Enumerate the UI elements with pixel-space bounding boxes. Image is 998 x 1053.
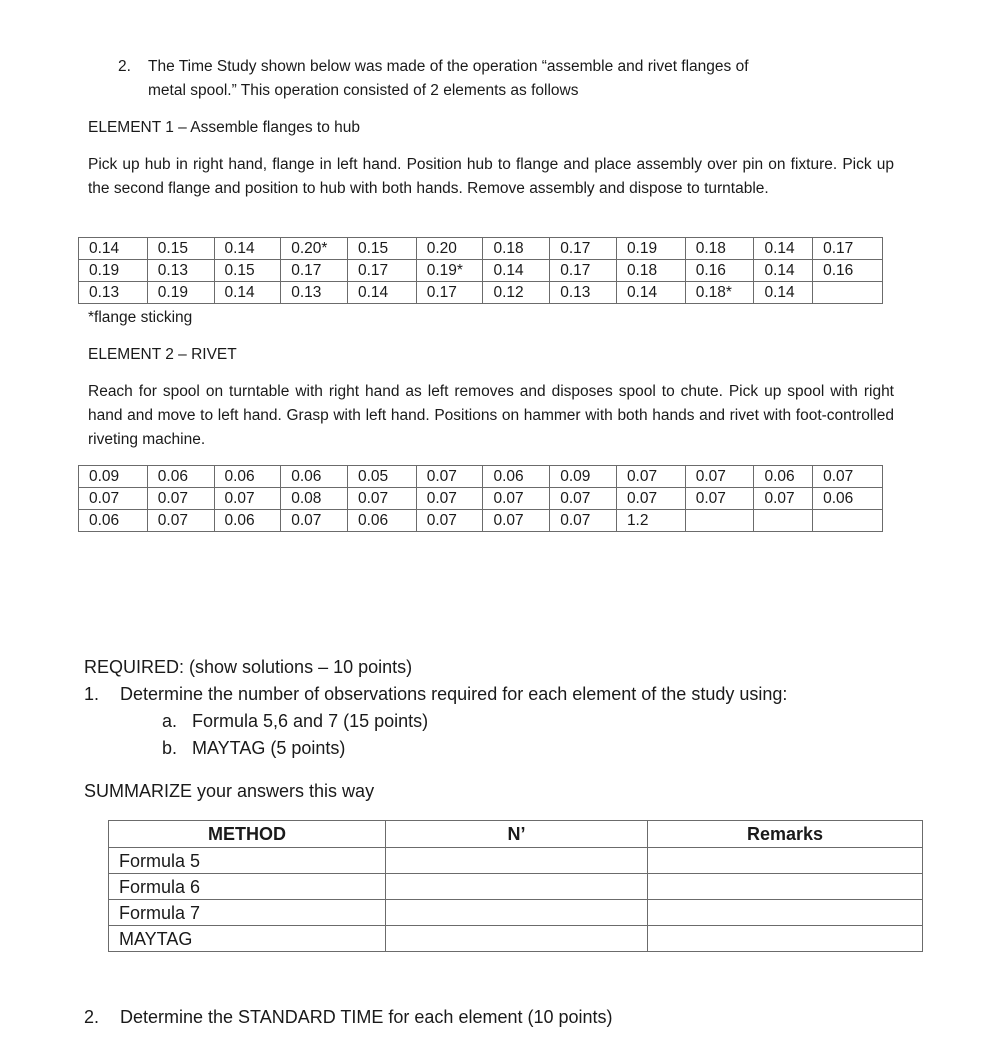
observation-row	[79, 510, 883, 532]
observation-cell: 1.2	[616, 510, 685, 532]
item-number: 2.	[84, 1007, 100, 1027]
observation-cell	[813, 510, 883, 532]
observation-cell: 0.07	[754, 488, 813, 510]
observation-cell: 0.18*	[685, 282, 754, 304]
question-text: The Time Study shown below was made of the operation “assemble and rivet flanges of	[148, 58, 749, 75]
element-1-observation-table	[78, 237, 883, 304]
element-1-description: Pick up hub in right hand, flange in left hand. Position hub to flange and place assembly over pin on fixture. Pick up the second flange and position to hub with both hands. Remove assembly and dispose to turntable.	[88, 156, 894, 197]
observation-cell: 0.19	[79, 260, 148, 282]
observation-cell: 0.17	[416, 282, 483, 304]
item-text: Determine the number of observations required for each element of the study using:	[120, 684, 788, 704]
observation-cell: 0.06	[754, 466, 813, 488]
observation-cell: 0.07	[685, 466, 754, 488]
observation-cell: 0.06	[214, 466, 281, 488]
question-number: 2.	[118, 58, 131, 75]
observation-cell: 0.07	[416, 466, 483, 488]
required-heading: REQUIRED: (show solutions – 10 points)	[84, 657, 413, 677]
observation-cell: 0.12	[483, 282, 550, 304]
n-prime-cell	[386, 900, 648, 926]
observation-cell: 0.14	[214, 238, 281, 260]
observation-cell: 0.14	[754, 260, 813, 282]
sub-letter: b.	[162, 738, 178, 758]
observation-row	[79, 238, 883, 260]
observation-cell	[754, 510, 813, 532]
observation-cell: 0.18	[685, 238, 754, 260]
observation-cell: 0.07	[147, 510, 214, 532]
observation-cell: 0.06	[347, 510, 416, 532]
observation-cell: 0.07	[616, 466, 685, 488]
observation-row	[79, 466, 883, 488]
observation-row	[79, 260, 883, 282]
observation-cell: 0.17	[550, 238, 617, 260]
header-method: METHOD	[109, 821, 386, 848]
observation-cell: 0.15	[147, 238, 214, 260]
observation-cell: 0.07	[813, 466, 883, 488]
observation-cell: 0.14	[754, 282, 813, 304]
required-item-1b	[162, 735, 345, 762]
required-item-2	[84, 1004, 613, 1031]
observation-cell: 0.07	[616, 488, 685, 510]
observation-row	[79, 282, 883, 304]
observation-cell: 0.07	[685, 488, 754, 510]
summary-row	[109, 926, 923, 952]
header-remarks: Remarks	[648, 821, 923, 848]
item-text: Determine the STANDARD TIME for each element (10 points)	[120, 1007, 613, 1027]
n-prime-cell	[386, 874, 648, 900]
observation-cell: 0.16	[813, 260, 883, 282]
observation-cell: 0.05	[347, 466, 416, 488]
observation-cell: 0.07	[347, 488, 416, 510]
summary-row	[109, 900, 923, 926]
observation-cell	[813, 282, 883, 304]
observation-cell: 0.07	[79, 488, 148, 510]
observation-cell: 0.14	[616, 282, 685, 304]
n-prime-cell	[386, 926, 648, 952]
observation-cell: 0.07	[147, 488, 214, 510]
observation-cell: 0.13	[147, 260, 214, 282]
observation-cell: 0.14	[79, 238, 148, 260]
observation-cell: 0.17	[550, 260, 617, 282]
sub-letter: a.	[162, 711, 178, 731]
method-cell: Formula 6	[109, 874, 386, 900]
observation-cell: 0.14	[347, 282, 416, 304]
observation-cell: 0.18	[616, 260, 685, 282]
required-item-1	[84, 681, 787, 708]
observation-cell: 0.15	[214, 260, 281, 282]
observation-cell: 0.06	[483, 466, 550, 488]
observation-cell: 0.14	[483, 260, 550, 282]
observation-cell: 0.07	[550, 510, 617, 532]
observation-cell: 0.18	[483, 238, 550, 260]
observation-cell: 0.19	[147, 282, 214, 304]
observation-cell: 0.16	[685, 260, 754, 282]
required-item-1a	[162, 708, 428, 735]
remarks-cell	[648, 900, 923, 926]
observation-cell: 0.08	[281, 488, 348, 510]
item-number: 1.	[84, 684, 100, 704]
observation-cell: 0.09	[550, 466, 617, 488]
observation-cell: 0.06	[281, 466, 348, 488]
method-cell: MAYTAG	[109, 926, 386, 952]
element-2-observation-table	[78, 465, 883, 532]
observation-cell: 0.17	[281, 260, 348, 282]
observation-cell: 0.13	[281, 282, 348, 304]
sub-text: MAYTAG (5 points)	[192, 738, 346, 758]
remarks-cell	[648, 926, 923, 952]
question-2-line-2: metal spool.” This operation consisted of 2 elements as follows	[148, 82, 579, 99]
element-2-description: Reach for spool on turntable with right hand as left removes and disposes spool to chute. Pick up spool with right hand and move to left hand. Grasp with left hand. Positions on hammer with both hands and rivet with foot-controlled riveting machine.	[88, 383, 894, 448]
method-cell: Formula 7	[109, 900, 386, 926]
observation-cell: 0.07	[214, 488, 281, 510]
observation-cell: 0.06	[79, 510, 148, 532]
observation-cell: 0.14	[754, 238, 813, 260]
element-1-footnote: *flange sticking	[88, 309, 193, 326]
remarks-cell	[648, 848, 923, 874]
observation-cell: 0.17	[813, 238, 883, 260]
observation-cell	[685, 510, 754, 532]
observation-cell: 0.06	[214, 510, 281, 532]
header-n-prime: N’	[386, 821, 648, 848]
observation-cell: 0.17	[347, 260, 416, 282]
observation-cell: 0.07	[483, 510, 550, 532]
observation-cell: 0.07	[483, 488, 550, 510]
n-prime-cell	[386, 848, 648, 874]
observation-cell: 0.06	[147, 466, 214, 488]
remarks-cell	[648, 874, 923, 900]
observation-cell: 0.14	[214, 282, 281, 304]
sub-text: Formula 5,6 and 7 (15 points)	[192, 711, 429, 731]
observation-cell: 0.19*	[416, 260, 483, 282]
summary-row	[109, 848, 923, 874]
element-1-title: ELEMENT 1 – Assemble flanges to hub	[88, 119, 360, 136]
summary-table	[108, 820, 923, 952]
summarize-instruction: SUMMARIZE your answers this way	[84, 781, 375, 801]
observation-cell: 0.07	[416, 510, 483, 532]
observation-cell: 0.13	[550, 282, 617, 304]
observation-cell: 0.07	[550, 488, 617, 510]
observation-cell: 0.20	[416, 238, 483, 260]
observation-cell: 0.20*	[281, 238, 348, 260]
observation-cell: 0.19	[616, 238, 685, 260]
observation-cell: 0.07	[281, 510, 348, 532]
observation-cell: 0.15	[347, 238, 416, 260]
observation-cell: 0.13	[79, 282, 148, 304]
observation-cell: 0.09	[79, 466, 148, 488]
summary-header-row	[109, 821, 923, 848]
summary-row	[109, 874, 923, 900]
method-cell: Formula 5	[109, 848, 386, 874]
observation-row	[79, 488, 883, 510]
observation-cell: 0.07	[416, 488, 483, 510]
question-2-line-1	[118, 55, 749, 79]
observation-cell: 0.06	[813, 488, 883, 510]
element-2-title: ELEMENT 2 – RIVET	[88, 346, 237, 363]
